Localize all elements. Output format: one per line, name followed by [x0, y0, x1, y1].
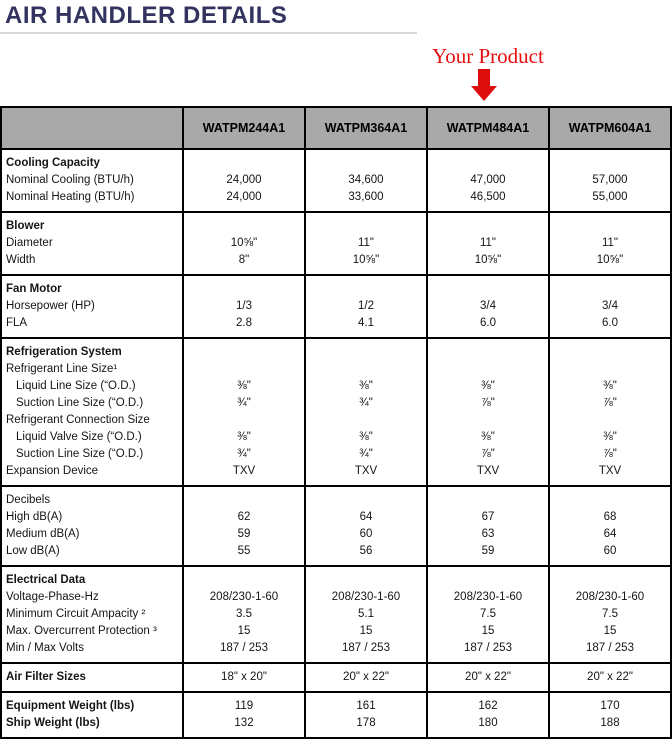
cell-value: 180 — [427, 715, 549, 738]
cell-value: 10⅝" — [427, 252, 549, 275]
cell-value — [305, 275, 427, 298]
cell-value: 119 — [183, 692, 305, 715]
cell-value — [549, 338, 671, 361]
cell-value: 5.1 — [305, 606, 427, 623]
cell-value: TXV — [427, 463, 549, 486]
cell-value: ⅜" — [427, 378, 549, 395]
cell-value — [305, 338, 427, 361]
cell-value — [183, 149, 305, 172]
section-refrigeration-system — [1, 338, 671, 486]
section-fan-motor — [1, 275, 671, 338]
cell-value: 178 — [305, 715, 427, 738]
cell-value: 132 — [183, 715, 305, 738]
cell-value: 55 — [183, 543, 305, 566]
table-row — [1, 172, 671, 189]
table-row — [1, 315, 671, 338]
column-header-watpm364a1: WATPM364A1 — [305, 107, 427, 149]
cell-value — [183, 275, 305, 298]
row-label: Low dB(A) — [1, 543, 183, 566]
cell-value: 1/2 — [305, 298, 427, 315]
cell-value: 64 — [305, 509, 427, 526]
section-air-filter-sizes — [1, 663, 671, 692]
cell-value: TXV — [183, 463, 305, 486]
cell-value — [427, 486, 549, 509]
cell-value — [183, 361, 305, 378]
cell-value: 59 — [427, 543, 549, 566]
row-label: Ship Weight (lbs) — [1, 715, 183, 738]
cell-value — [305, 412, 427, 429]
cell-value — [183, 338, 305, 361]
cell-value: ¾" — [305, 446, 427, 463]
cell-value: 20" x 22" — [549, 663, 671, 692]
cell-value: 8" — [183, 252, 305, 275]
table-row — [1, 486, 671, 509]
cell-value — [549, 412, 671, 429]
cell-value: 2.8 — [183, 315, 305, 338]
cell-value: ⅞" — [549, 446, 671, 463]
row-label: Air Filter Sizes — [1, 663, 183, 692]
cell-value: ⅞" — [427, 395, 549, 412]
page-title: AIR HANDLER DETAILS — [5, 2, 288, 29]
row-label: Max. Overcurrent Protection ³ — [1, 623, 183, 640]
cell-value: 4.1 — [305, 315, 427, 338]
table-row — [1, 252, 671, 275]
cell-value: 6.0 — [549, 315, 671, 338]
cell-value: 60 — [549, 543, 671, 566]
cell-value: 64 — [549, 526, 671, 543]
down-arrow-icon — [478, 69, 490, 86]
cell-value — [427, 149, 549, 172]
cell-value: 18" x 20" — [183, 663, 305, 692]
cell-value: 63 — [427, 526, 549, 543]
cell-value — [305, 361, 427, 378]
cell-value: 20" x 22" — [427, 663, 549, 692]
cell-value: 170 — [549, 692, 671, 715]
table-row — [1, 623, 671, 640]
cell-value: ⅜" — [183, 378, 305, 395]
cell-value: 3/4 — [549, 298, 671, 315]
cell-value: ⅞" — [549, 395, 671, 412]
table-row — [1, 235, 671, 252]
cell-value — [549, 212, 671, 235]
row-label: Min / Max Volts — [1, 640, 183, 663]
table-row — [1, 149, 671, 172]
row-label: Minimum Circuit Ampacity ² — [1, 606, 183, 623]
cell-value: 24,000 — [183, 189, 305, 212]
cell-value — [183, 486, 305, 509]
cell-value: ⅜" — [549, 378, 671, 395]
table-row — [1, 715, 671, 738]
cell-value: 56 — [305, 543, 427, 566]
cell-value: ⅜" — [305, 378, 427, 395]
cell-value: 15 — [427, 623, 549, 640]
cell-value: 7.5 — [427, 606, 549, 623]
header-row — [1, 107, 671, 149]
spec-table — [0, 106, 672, 739]
cell-value — [427, 338, 549, 361]
row-label: Refrigerant Connection Size — [1, 412, 183, 429]
row-label: Fan Motor — [1, 275, 183, 298]
cell-value: ⅜" — [305, 429, 427, 446]
corner-cell — [1, 107, 183, 149]
cell-value — [183, 566, 305, 589]
cell-value: 34,600 — [305, 172, 427, 189]
cell-value — [427, 566, 549, 589]
cell-value: ⅜" — [427, 429, 549, 446]
row-label: Nominal Heating (BTU/h) — [1, 189, 183, 212]
cell-value: 187 / 253 — [305, 640, 427, 663]
cell-value: 15 — [183, 623, 305, 640]
row-label: High dB(A) — [1, 509, 183, 526]
cell-value: 46,500 — [427, 189, 549, 212]
table-row — [1, 589, 671, 606]
cell-value: 57,000 — [549, 172, 671, 189]
cell-value: 161 — [305, 692, 427, 715]
cell-value: 15 — [549, 623, 671, 640]
column-header-watpm484a1: WATPM484A1 — [427, 107, 549, 149]
row-label: Liquid Valve Size (“O.D.) — [1, 429, 183, 446]
section-decibels — [1, 486, 671, 566]
cell-value: 11" — [427, 235, 549, 252]
cell-value: 6.0 — [427, 315, 549, 338]
cell-value: 208/230-1-60 — [305, 589, 427, 606]
section-electrical-data — [1, 566, 671, 663]
cell-value: 11" — [305, 235, 427, 252]
spec-table-header — [1, 107, 671, 149]
cell-value — [183, 212, 305, 235]
row-label: Suction Line Size (“O.D.) — [1, 446, 183, 463]
cell-value: 162 — [427, 692, 549, 715]
cell-value — [549, 566, 671, 589]
table-row — [1, 275, 671, 298]
cell-value — [427, 275, 549, 298]
row-label: Refrigerant Line Size¹ — [1, 361, 183, 378]
cell-value — [305, 212, 427, 235]
cell-value: ⅜" — [549, 429, 671, 446]
cell-value — [305, 566, 427, 589]
cell-value: TXV — [549, 463, 671, 486]
cell-value: ¾" — [183, 446, 305, 463]
table-row — [1, 509, 671, 526]
row-label: Medium dB(A) — [1, 526, 183, 543]
cell-value: 20" x 22" — [305, 663, 427, 692]
cell-value — [549, 361, 671, 378]
row-label: Diameter — [1, 235, 183, 252]
table-row — [1, 338, 671, 361]
section-blower — [1, 212, 671, 275]
table-row — [1, 606, 671, 623]
cell-value: 68 — [549, 509, 671, 526]
cell-value: 10⅝" — [305, 252, 427, 275]
cell-value: 59 — [183, 526, 305, 543]
down-arrow-icon — [471, 86, 497, 101]
cell-value: ⅞" — [427, 446, 549, 463]
table-row — [1, 446, 671, 463]
cell-value: 11" — [549, 235, 671, 252]
cell-value — [549, 486, 671, 509]
cell-value: 55,000 — [549, 189, 671, 212]
cell-value: 33,600 — [305, 189, 427, 212]
cell-value — [427, 412, 549, 429]
column-header-watpm244a1: WATPM244A1 — [183, 107, 305, 149]
row-label: FLA — [1, 315, 183, 338]
cell-value: TXV — [305, 463, 427, 486]
cell-value — [549, 149, 671, 172]
table-row — [1, 395, 671, 412]
table-row — [1, 189, 671, 212]
cell-value: 187 / 253 — [427, 640, 549, 663]
title-divider — [0, 32, 417, 34]
table-row — [1, 361, 671, 378]
cell-value: 3.5 — [183, 606, 305, 623]
row-label: Liquid Line Size (“O.D.) — [1, 378, 183, 395]
row-label: Suction Line Size (“O.D.) — [1, 395, 183, 412]
row-label: Nominal Cooling (BTU/h) — [1, 172, 183, 189]
cell-value: 62 — [183, 509, 305, 526]
table-row — [1, 663, 671, 692]
cell-value: 24,000 — [183, 172, 305, 189]
cell-value: ¾" — [183, 395, 305, 412]
cell-value: 47,000 — [427, 172, 549, 189]
cell-value: 60 — [305, 526, 427, 543]
cell-value: ⅜" — [183, 429, 305, 446]
cell-value — [427, 361, 549, 378]
row-label: Blower — [1, 212, 183, 235]
table-row — [1, 463, 671, 486]
row-label: Equipment Weight (lbs) — [1, 692, 183, 715]
table-row — [1, 543, 671, 566]
cell-value — [305, 149, 427, 172]
cell-value: 208/230-1-60 — [549, 589, 671, 606]
cell-value: 15 — [305, 623, 427, 640]
column-header-watpm604a1: WATPM604A1 — [549, 107, 671, 149]
row-label: Decibels — [1, 486, 183, 509]
table-row — [1, 378, 671, 395]
cell-value: 67 — [427, 509, 549, 526]
cell-value: 1/3 — [183, 298, 305, 315]
cell-value — [549, 275, 671, 298]
row-label: Expansion Device — [1, 463, 183, 486]
cell-value: 188 — [549, 715, 671, 738]
table-row — [1, 566, 671, 589]
cell-value: 10⅝" — [183, 235, 305, 252]
table-row — [1, 412, 671, 429]
cell-value: 208/230-1-60 — [183, 589, 305, 606]
cell-value: 208/230-1-60 — [427, 589, 549, 606]
row-label: Width — [1, 252, 183, 275]
table-row — [1, 692, 671, 715]
cell-value: ¾" — [305, 395, 427, 412]
table-row — [1, 640, 671, 663]
cell-value: 3/4 — [427, 298, 549, 315]
your-product-label: Your Product — [432, 44, 544, 68]
cell-value: 187 / 253 — [549, 640, 671, 663]
row-label: Cooling Capacity — [1, 149, 183, 172]
cell-value — [183, 412, 305, 429]
row-label: Electrical Data — [1, 566, 183, 589]
row-label: Refrigeration System — [1, 338, 183, 361]
row-label: Horsepower (HP) — [1, 298, 183, 315]
table-row — [1, 298, 671, 315]
cell-value: 187 / 253 — [183, 640, 305, 663]
section-weights — [1, 692, 671, 738]
table-row — [1, 212, 671, 235]
cell-value — [427, 212, 549, 235]
row-label: Voltage-Phase-Hz — [1, 589, 183, 606]
cell-value — [305, 486, 427, 509]
table-row — [1, 526, 671, 543]
section-cooling-capacity — [1, 149, 671, 212]
cell-value: 10⅝" — [549, 252, 671, 275]
table-row — [1, 429, 671, 446]
cell-value: 7.5 — [549, 606, 671, 623]
